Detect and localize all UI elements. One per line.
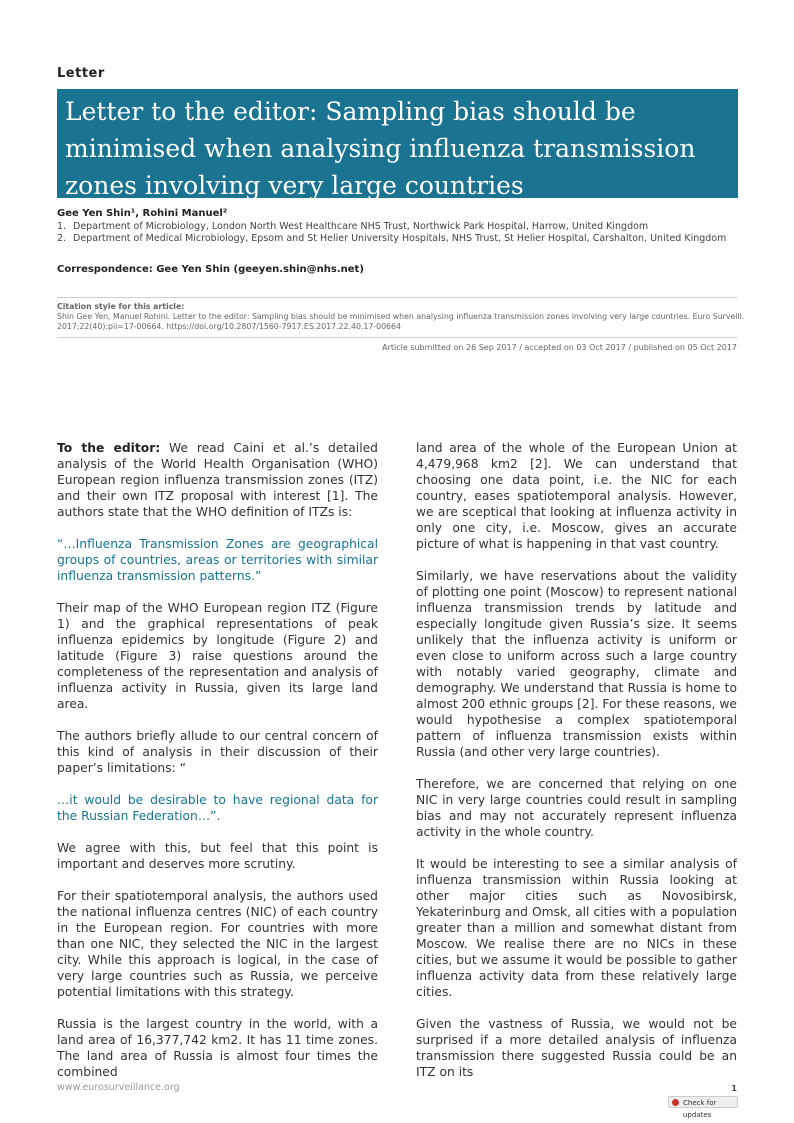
paragraph: land area of the whole of the European Union at 4,479,968 km2 [2]. We can understand that choosing one data point, i.e. the NIC for each country, eases spatiotemporal analysis. However, we are sceptical that looking at influenza activity in only one city, i.e. Moscow, gives an accurate picture of what is happening in that vast country. xyxy=(416,441,737,551)
paragraph xyxy=(57,440,378,520)
block-quote: …it would be desirable to have regional data for the Russian Federation…”. xyxy=(57,793,378,823)
citation-heading: Citation style for this article: xyxy=(57,302,185,311)
crossmark-icon xyxy=(672,1099,679,1106)
divider xyxy=(57,297,737,298)
paragraph: Their map of the WHO European region ITZ (Figure 1) and the graphical representations of peak influenza epidemics by longitude (Figure 2) and latitude (Figure 3) raise questions around the completeness of the representation and analysis of influenza activity in Russia, given its large land area. xyxy=(57,601,378,711)
paragraph: Given the vastness of Russia, we would not be surprised if a more detailed analysis of influenza transmission there suggested Russia could be an ITZ on its xyxy=(416,1017,737,1079)
paragraph: We agree with this, but feel that this point is important and deserves more scrutiny. xyxy=(57,841,378,871)
affiliation-item xyxy=(57,233,737,245)
affiliation-text: Department of Microbiology, London North West Healthcare NHS Trust, Northwick Park Hospital, Harrow, United Kingdom xyxy=(73,221,649,232)
affiliation-number: 1. xyxy=(57,221,67,232)
footer-url[interactable]: www.eurosurveillance.org xyxy=(57,1082,180,1093)
title-banner xyxy=(57,89,738,198)
check-for-updates-button[interactable] xyxy=(668,1096,738,1119)
divider xyxy=(57,337,737,338)
block-quote: “…Influenza Transmission Zones are geographical groups of countries, areas or territories with similar influenza transmission patterns.” xyxy=(57,537,378,583)
affiliation-number: 2. xyxy=(57,233,67,244)
article-dates: Article submitted on 26 Sep 2017 / accepted on 03 Oct 2017 / published on 05 Oct 2017 xyxy=(382,343,737,352)
affiliation-text: Department of Medical Microbiology, Epsom and St Helier University Hospitals, NHS Trust, St Helier Hospital, Carshalton, United Kingdom xyxy=(73,233,727,244)
paragraph-text: We read Caini et al.’s detailed analysis of the World Health Organisation (WHO) European region influenza transmission zones (ITZ) and their own ITZ proposal with interest [1]. The authors state that the WHO definition of ITZs is: xyxy=(57,441,378,519)
affiliation-list xyxy=(57,221,737,245)
citation-text[interactable]: Shin Gee Yen, Manuel Rohini. Letter to the editor: Sampling bias should be minimised when analysing influenza transmission zones involving very large countries. Euro Surveill. 2017;22(40):pii=17-00664. https://doi.org/10.2807/1560-7917.ES.2017.22.40.17-00664 xyxy=(57,312,745,331)
paragraph: It would be interesting to see a similar analysis of influenza transmission within Russia looking at other major cities such as Novosibirsk, Yekaterinburg and Omsk, all cities with a population greater than a million and somewhat distant from Moscow. We realise there are no NICs in these cities, but we assume it would be possible to gather influenza activity data from these relatively large cities. xyxy=(416,857,737,999)
article-title: Letter to the editor: Sampling bias should be minimised when analysing influenza transmission zones involving very large countries xyxy=(65,97,696,200)
body-column-left xyxy=(57,440,378,1096)
author-list: Gee Yen Shin¹, Rohini Manuel² xyxy=(57,208,228,219)
paragraph: For their spatiotemporal analysis, the authors used the national influenza centres (NIC) of each country in the European region. For countries with more than one NIC, they selected the NIC in the largest city. While this approach is logical, in the case of very large countries such as Russia, we perceive potential limitations with this strategy. xyxy=(57,889,378,999)
paragraph: Therefore, we are concerned that relying on one NIC in very large countries could result in sampling bias and may not accurately represent influenza activity in the whole country. xyxy=(416,777,737,839)
badge-label: Check for updates xyxy=(683,1099,717,1119)
paragraph: The authors briefly allude to our central concern of this kind of analysis in their discussion of their paper’s limitations: “ xyxy=(57,729,378,775)
body-column-right xyxy=(416,440,737,1096)
paragraph: Similarly, we have reservations about the validity of plotting one point (Moscow) to represent national influenza transmission trends by latitude and especially longitude given Russia’s size. It seems unlikely that the influenza activity is uniform or even close to uniform across such a large country with notably varied geography, climate and demography. We understand that Russia is home to almost 200 ethnic groups [2]. For these reasons, we would hypothesise a complex spatiotemporal pattern of influenza transmission exists within Russia (and other very large countries). xyxy=(416,569,737,759)
paragraph: Russia is the largest country in the world, with a land area of 16,377,742 km2. It has 11 time zones. The land area of Russia is almost four times the combined xyxy=(57,1017,378,1079)
section-label: Letter xyxy=(57,66,105,81)
paragraph-lead: To the editor: xyxy=(57,441,161,455)
page-number: 1 xyxy=(731,1084,737,1093)
citation-block xyxy=(57,302,747,332)
affiliation-item xyxy=(57,221,737,233)
correspondence: Correspondence: Gee Yen Shin (geeyen.shin@nhs.net) xyxy=(57,264,364,275)
